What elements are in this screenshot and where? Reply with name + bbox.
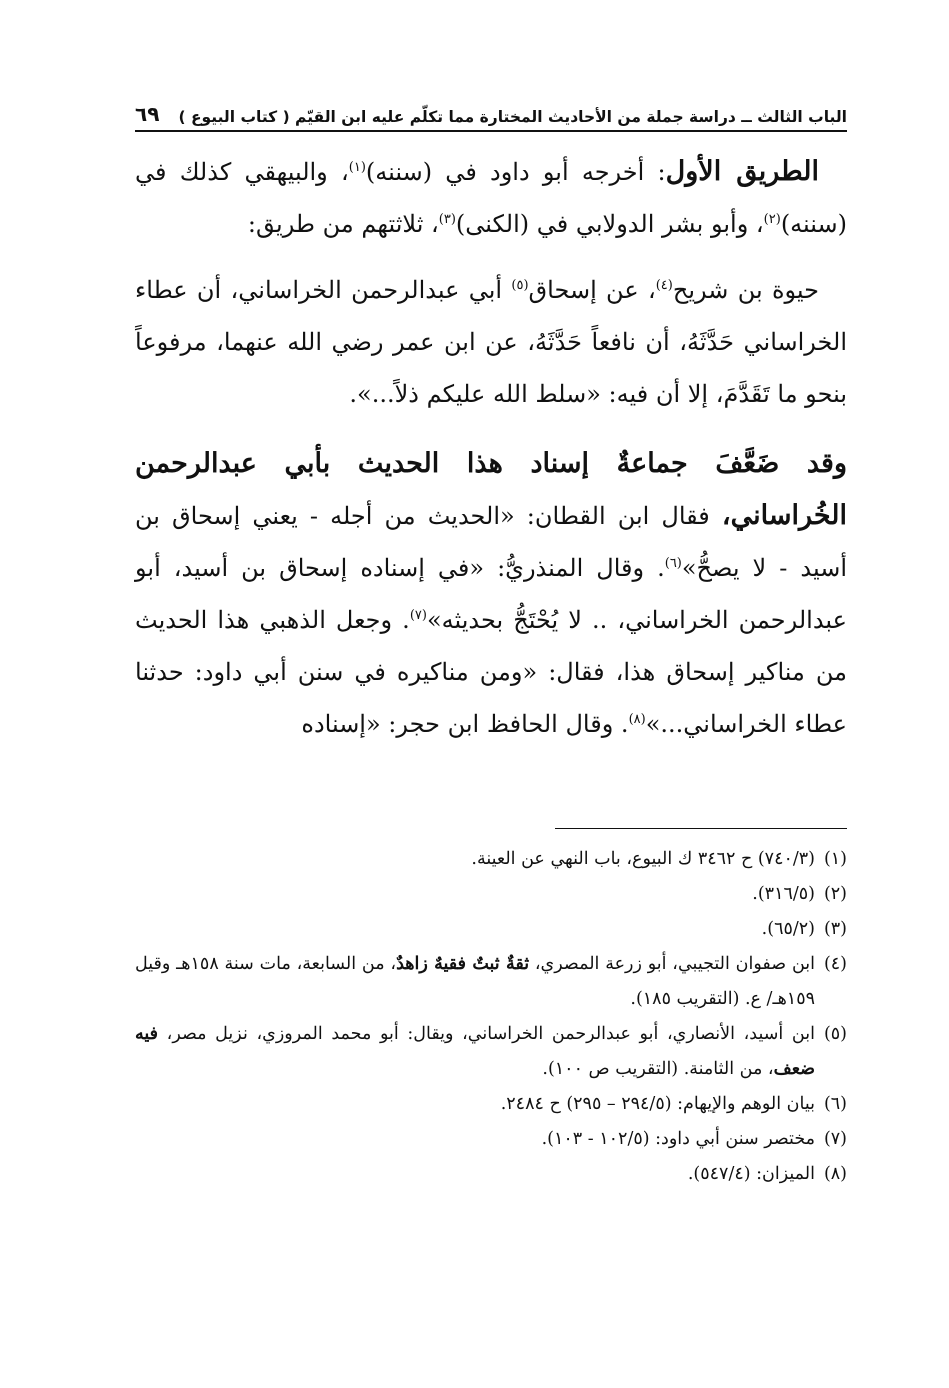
footnote-separator [555, 828, 847, 829]
footnote-grade: ثقةٌ ثبتٌ فقيهٌ زاهدٌ [396, 954, 530, 974]
footnote-ref-1[interactable]: (١) [348, 160, 366, 175]
text-span: . وجعل الذهبي هذا الحديث من مناكير إسحاق هذا، فقال: «ومن مناكيره في سنن أبي داود: حدثنا عطاء الخراساني...» [135, 606, 847, 738]
text-span: حيوة بن شريح [672, 276, 820, 304]
footnote-ref-8[interactable]: (٨) [628, 712, 646, 727]
footnote-text: (٣١٦/٥). [752, 884, 815, 904]
footnote-ref-2[interactable]: (٢) [763, 212, 781, 227]
section-lead-weakness: وقد ضَعَّفَ جماعةٌ إسناد هذا الحديث بأبي عبدالرحمن الخُراساني، [135, 448, 847, 531]
running-header-title: الباب الثالث ــ دراسة جملة من الأحاديث المختارة مما تكلّم عليه ابن القيّم ( كتاب البيوع ) [178, 108, 847, 126]
footnote-ref-3[interactable]: (٣) [438, 212, 456, 227]
footnote-grade: فيه ضعف [135, 1024, 815, 1079]
footnote-text: ابن أسيد، الأنصاري، أبو عبدالرحمن الخراساني، ويقال: أبو محمد المروزي، نزيل مصر، [158, 1024, 815, 1044]
text-span: ، عن إسحاق [528, 276, 656, 304]
footnote-4 [135, 947, 847, 1017]
footnote-text: ، من الثامنة. (التقريب ص ١٠٠). [542, 1059, 774, 1079]
footnote-number: (٥) [823, 1024, 847, 1044]
footnote-6 [135, 1087, 847, 1122]
paragraph-weakness [135, 438, 847, 750]
footnote-ref-4[interactable]: (٤) [655, 278, 673, 293]
footnote-5 [135, 1017, 847, 1087]
text-span: ، وأبو بشر الدولابي في (الكنى) [455, 210, 764, 238]
text-span: . وقال الحافظ ابن حجر: «إسناده [301, 710, 629, 738]
footnotes [135, 842, 847, 1192]
paragraph-first-route [135, 146, 847, 250]
footnote-number: (٤) [823, 954, 847, 974]
footnote-2 [135, 877, 847, 912]
footnote-ref-7[interactable]: (٧) [409, 608, 427, 623]
main-text [135, 146, 847, 750]
section-lead-first-route: الطريق الأول [665, 156, 820, 187]
text-span: فقال ابن القطان: «الحديث من أجله - يعني إسحاق بن أسيد - لا يصحُّ» [135, 502, 847, 582]
footnote-text: الميزان: (٥٤٧/٤). [687, 1164, 815, 1184]
page-number: ٦٩ [135, 102, 160, 126]
footnote-3 [135, 912, 847, 947]
text-span: : أخرجه أبو داود في (سننه) [365, 158, 666, 186]
footnote-ref-5[interactable]: (٥) [511, 278, 529, 293]
footnote-number: (٣) [823, 919, 847, 939]
running-header [135, 96, 847, 132]
footnote-ref-6[interactable]: (٦) [664, 556, 682, 571]
footnote-text: (٧٤٠/٣) ح ٣٤٦٢ ك البيوع، باب النهي عن العينة. [471, 849, 815, 869]
footnote-text: (٦٥/٢). [761, 919, 815, 939]
footnote-8 [135, 1157, 847, 1192]
text-span: ، ثلاثتهم من طريق: [247, 210, 439, 238]
footnote-number: (٦) [823, 1094, 847, 1114]
footnote-text: مختصر سنن أبي داود: (١٠٢/٥ - ١٠٣). [541, 1129, 815, 1149]
footnote-text: بيان الوهم والإيهام: (٢٩٤/٥ – ٢٩٥) ح ٢٤٨٤. [500, 1094, 815, 1114]
footnote-number: (٢) [823, 884, 847, 904]
text-span: أبي عبدالرحمن الخراساني، أن عطاء الخراساني حَدَّثَهُ، أن نافعاً حَدَّثَهُ، عن ابن عمر رضي الله عنهما، مرفوعاً بنحو ما تَقَدَّمَ، إلا أن فيه: «سلط الله عليكم ذلاً...». [135, 276, 847, 408]
text-span: ، والبيهقي كذلك في (سننه) [135, 158, 847, 238]
footnote-number: (٨) [823, 1164, 847, 1184]
footnote-text: ابن صفوان التجيبي، أبو زرعة المصري، [529, 954, 815, 974]
footnote-7 [135, 1122, 847, 1157]
footnote-1 [135, 842, 847, 877]
footnote-text: ، من السابعة، مات سنة ١٥٨هـ وقيل ١٥٩هـ/ ع. (التقريب ١٨٥). [135, 954, 815, 1009]
footnote-number: (٧) [823, 1129, 847, 1149]
text-span: . وقال المنذريُّ: «في إسناده إسحاق بن أسيد، أبو عبدالرحمن الخراساني، .. لا يُحْتَجُّ بحديثه» [135, 554, 847, 634]
footnote-number: (١) [823, 849, 847, 869]
paragraph-chain [135, 264, 847, 420]
